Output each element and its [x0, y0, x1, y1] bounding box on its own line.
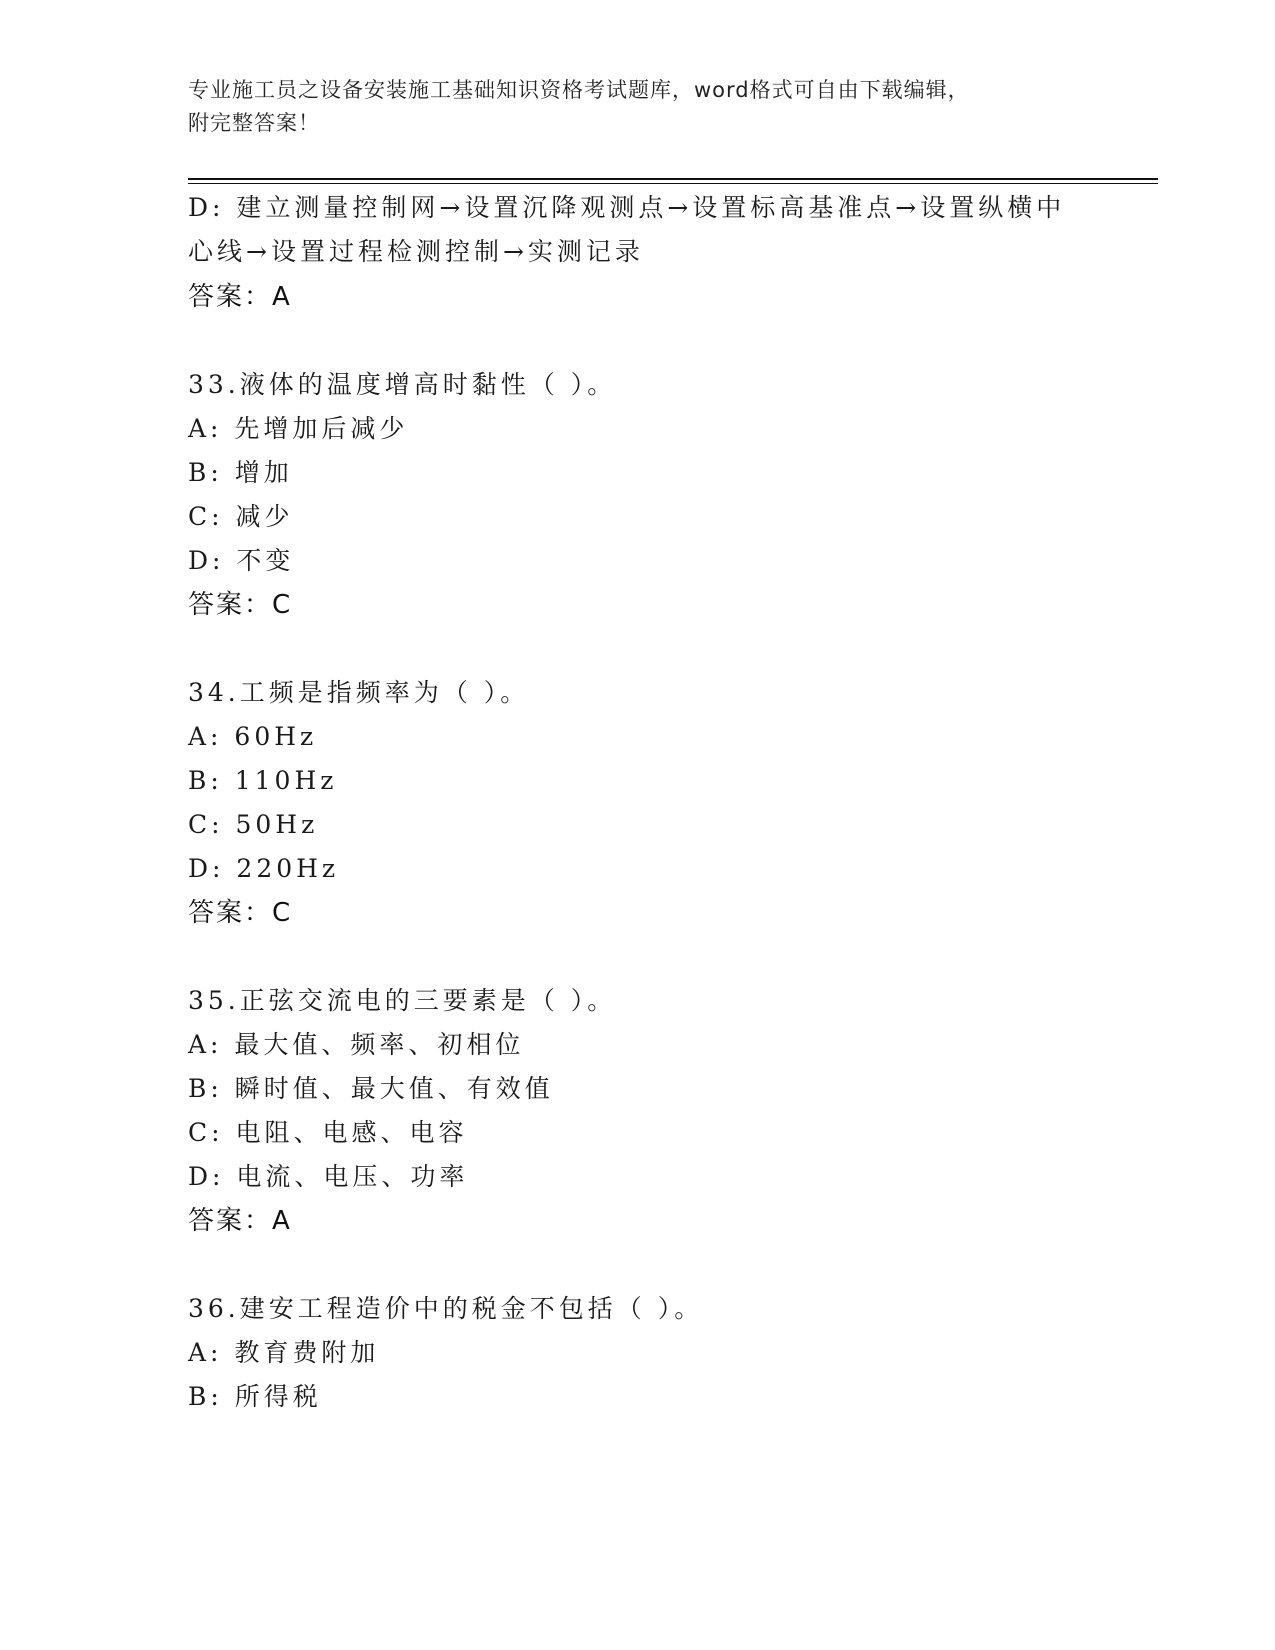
question-35-option-b: B: 瞬时值、最大值、有效值 — [188, 1074, 554, 1103]
header-line-1: 专业施工员之设备安装施工基础知识资格考试题库，word格式可自由下载编辑， — [188, 78, 970, 102]
question-35-option-c: C: 电阻、电感、电容 — [188, 1118, 468, 1147]
prev-option-d-line-2: 心线→设置过程检测控制→实测记录 — [188, 237, 644, 266]
question-33-option-a: A: 先增加后减少 — [188, 414, 409, 443]
question-34-answer: 答案：C — [188, 898, 293, 928]
question-35-option-a: A: 最大值、频率、初相位 — [188, 1030, 525, 1059]
question-33-option-d: D: 不变 — [188, 546, 295, 575]
question-34-option-a: A: 60Hz — [188, 722, 318, 751]
prev-option-d-line-1: D: 建立测量控制网→设置沉降观测点→设置标高基准点→设置纵横中 — [188, 193, 1066, 222]
prev-answer: 答案：A — [188, 282, 292, 312]
question-34-option-c: C: 50Hz — [188, 810, 319, 839]
question-35-answer: 答案：A — [188, 1206, 292, 1236]
question-34-option-d: D: 220Hz — [188, 854, 340, 883]
question-36-option-a: A: 教育费附加 — [188, 1338, 380, 1367]
question-34-option-b: B: 110Hz — [188, 766, 338, 795]
header-divider-thin — [188, 183, 1158, 184]
header-line-2: 附完整答案！ — [188, 111, 320, 135]
question-33-option-c: C: 减少 — [188, 502, 294, 531]
question-35-option-d: D: 电流、电压、功率 — [188, 1162, 469, 1191]
question-35-stem: 35.正弦交流电的三要素是（ ）。 — [188, 986, 617, 1015]
question-33-answer: 答案：C — [188, 590, 293, 620]
question-33-option-b: B: 增加 — [188, 458, 293, 487]
question-36-stem: 36.建安工程造价中的税金不包括（ ）。 — [188, 1294, 704, 1323]
question-33-stem: 33.液体的温度增高时黏性（ ）。 — [188, 370, 617, 399]
document-header — [188, 74, 1088, 140]
question-34-stem: 34.工频是指频率为（ ）。 — [188, 678, 530, 707]
header-divider-thick — [188, 178, 1158, 180]
question-36-option-b: B: 所得税 — [188, 1382, 322, 1411]
